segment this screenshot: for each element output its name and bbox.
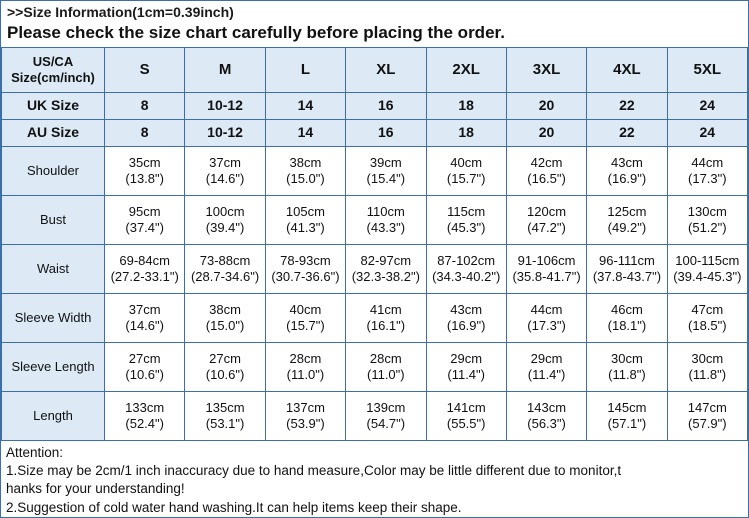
length-xl: [346, 392, 426, 441]
waist-3xl: [506, 245, 586, 294]
attention-note-1b: hanks for your understanding!: [6, 481, 185, 497]
au-size-4xl: 22: [587, 120, 667, 147]
value-cm: 47cm: [691, 301, 724, 317]
value-cm: 100cm: [205, 203, 245, 219]
value-cm: 28cm: [289, 350, 322, 366]
value-inch: (30.7-36.6"): [271, 269, 340, 284]
column-header-3xl: 3XL: [506, 48, 586, 93]
au-size-l: 14: [265, 120, 345, 147]
value-cm: 130cm: [687, 203, 727, 219]
bust-xl: [346, 196, 426, 245]
sleeve-length-2xl: [426, 343, 506, 392]
value-inch: (49.2"): [607, 220, 647, 235]
page-subtitle: Please check the size chart carefully before placing the order.: [7, 23, 505, 42]
sleeve-length-5xl: [667, 343, 747, 392]
shoulder-4xl: [587, 147, 667, 196]
bust-m: [185, 196, 265, 245]
row-label-uk-size: UK Size: [2, 93, 105, 120]
value-cm: 115cm: [447, 203, 486, 219]
bust-3xl: [506, 196, 586, 245]
uk-size-row: [2, 93, 748, 120]
value-cm: 40cm: [450, 154, 483, 170]
row-label-sleeve-length: Sleeve Length: [2, 343, 105, 392]
value-inch: (11.4"): [447, 367, 485, 382]
value-cm: 43cm: [450, 301, 483, 317]
attention-note-2: 2.Suggestion of cold water hand washing.It can help items keep their shape.: [6, 499, 462, 515]
value-cm: 120cm: [527, 203, 567, 219]
value-inch: (17.3"): [527, 318, 566, 333]
bust-2xl: [426, 196, 506, 245]
row-label-bust: Bust: [2, 196, 105, 245]
length-4xl: [587, 392, 667, 441]
value-cm: 37cm: [209, 154, 241, 170]
table-header-row: [2, 48, 748, 93]
uk-size-s: 8: [105, 93, 185, 120]
value-inch: (11.0"): [367, 367, 405, 382]
sleeve-width-xl: [346, 294, 426, 343]
value-cm: 42cm: [530, 154, 563, 170]
table-row: [2, 343, 748, 392]
waist-4xl: [587, 245, 667, 294]
bust-l: [265, 196, 345, 245]
table-row: [2, 245, 748, 294]
value-cm: 110cm: [366, 203, 405, 219]
value-cm: 69-84cm: [119, 252, 170, 268]
value-cm: 39cm: [369, 154, 402, 170]
value-inch: (15.4"): [366, 171, 406, 186]
shoulder-2xl: [426, 147, 506, 196]
value-inch: (15.0"): [205, 318, 245, 333]
sleeve-width-2xl: [426, 294, 506, 343]
value-cm: 35cm: [128, 154, 161, 170]
value-cm: 29cm: [530, 350, 563, 366]
value-cm: 44cm: [691, 154, 724, 170]
au-size-3xl: 20: [506, 120, 586, 147]
column-header-4xl: 4XL: [587, 48, 667, 93]
table-row: [2, 196, 748, 245]
value-cm: 78-93cm: [280, 252, 331, 268]
value-inch: (18.5"): [688, 318, 727, 333]
value-cm: 38cm: [209, 301, 241, 317]
sleeve-length-xl: [346, 343, 426, 392]
value-inch: (52.4"): [125, 416, 164, 431]
value-inch: (57.1"): [607, 416, 647, 431]
attention-note-1a: 1.Size may be 2cm/1 inch inaccuracy due to hand measure,Color may be little different due to monitor,t: [6, 463, 622, 479]
value-cm: 87-102cm: [437, 252, 496, 268]
value-inch: (13.8"): [125, 171, 164, 186]
value-cm: 73-88cm: [199, 252, 251, 268]
sleeve-length-4xl: [587, 343, 667, 392]
au-size-row: [2, 120, 748, 147]
value-inch: (11.8"): [608, 367, 646, 382]
sleeve-width-4xl: [587, 294, 667, 343]
sleeve-width-3xl: [506, 294, 586, 343]
value-cm: 44cm: [530, 301, 563, 317]
value-inch: (15.0"): [286, 171, 325, 186]
value-inch: (15.7"): [446, 171, 486, 186]
sleeve-width-5xl: [667, 294, 747, 343]
au-size-s: 8: [105, 120, 185, 147]
sleeve-length-m: [185, 343, 265, 392]
sleeve-length-s: [105, 343, 185, 392]
value-cm: 145cm: [607, 399, 647, 415]
value-inch: (17.3"): [688, 171, 727, 186]
value-inch: (16.9"): [607, 171, 647, 186]
value-inch: (10.6"): [125, 367, 164, 382]
shoulder-s: [105, 147, 185, 196]
value-cm: 96-111cm: [598, 252, 655, 268]
value-inch: (16.9"): [446, 318, 486, 333]
value-cm: 40cm: [289, 301, 322, 317]
value-cm: 43cm: [611, 154, 643, 170]
row-label-shoulder: Shoulder: [2, 147, 105, 196]
value-cm: 95cm: [128, 203, 161, 219]
bust-4xl: [587, 196, 667, 245]
column-header-s: S: [105, 48, 185, 93]
corner-header-cell: [2, 48, 105, 93]
waist-l: [265, 245, 345, 294]
row-label-waist: Waist: [2, 245, 105, 294]
au-size-5xl: 24: [667, 120, 747, 147]
column-header-xl: XL: [346, 48, 426, 93]
value-cm: 137cm: [285, 399, 325, 415]
uk-size-2xl: 18: [426, 93, 506, 120]
waist-m: [185, 245, 265, 294]
value-inch: (16.5"): [527, 171, 566, 186]
value-cm: 141cm: [446, 399, 486, 415]
au-size-m: 10-12: [185, 120, 265, 147]
value-inch: (41.3"): [286, 220, 325, 235]
shoulder-5xl: [667, 147, 747, 196]
value-inch: (11.4"): [527, 367, 566, 382]
bust-s: [105, 196, 185, 245]
table-row: [2, 147, 748, 196]
waist-5xl: [667, 245, 747, 294]
au-size-2xl: 18: [426, 120, 506, 147]
corner-label-line2: Size(cm/inch): [11, 70, 95, 85]
row-label-au-size: AU Size: [2, 120, 105, 147]
uk-size-m: 10-12: [185, 93, 265, 120]
uk-size-5xl: 24: [667, 93, 747, 120]
row-label-sleeve-width: Sleeve Width: [2, 294, 105, 343]
shoulder-l: [265, 147, 345, 196]
length-5xl: [667, 392, 747, 441]
column-header-2xl: 2XL: [426, 48, 506, 93]
value-cm: 27cm: [128, 350, 161, 366]
value-inch: (16.1"): [366, 318, 406, 333]
value-inch: (28.7-34.6"): [190, 269, 260, 284]
uk-size-3xl: 20: [506, 93, 586, 120]
value-inch: (27.2-33.1"): [110, 269, 179, 284]
uk-size-4xl: 22: [587, 93, 667, 120]
sleeve-length-l: [265, 343, 345, 392]
sleeve-width-s: [105, 294, 185, 343]
value-cm: 30cm: [691, 350, 724, 366]
value-inch: (34.3-40.2"): [432, 269, 501, 284]
value-inch: (14.6"): [205, 171, 245, 186]
length-s: [105, 392, 185, 441]
value-inch: (51.2"): [688, 220, 727, 235]
value-inch: (57.9"): [688, 416, 727, 431]
table-row: [2, 294, 748, 343]
value-cm: 143cm: [527, 399, 567, 415]
uk-size-l: 14: [265, 93, 345, 120]
waist-2xl: [426, 245, 506, 294]
value-cm: 139cm: [366, 399, 406, 415]
value-cm: 82-97cm: [360, 252, 412, 268]
value-inch: (37.8-43.7"): [592, 269, 662, 284]
value-inch: (15.7"): [286, 318, 325, 333]
value-inch: (18.1"): [607, 318, 647, 333]
au-size-xl: 16: [346, 120, 426, 147]
table-row: [2, 392, 748, 441]
value-inch: (56.3"): [527, 416, 566, 431]
sleeve-width-m: [185, 294, 265, 343]
value-cm: 135cm: [205, 399, 245, 415]
attention-heading: Attention:: [6, 445, 64, 460]
value-cm: 91-106cm: [517, 252, 576, 268]
value-inch: (53.9"): [286, 416, 325, 431]
value-cm: 28cm: [369, 350, 402, 366]
value-cm: 41cm: [369, 301, 402, 317]
bust-5xl: [667, 196, 747, 245]
row-label-length: Length: [2, 392, 105, 441]
value-inch: (53.1"): [205, 416, 245, 431]
attention-notes: [1, 441, 748, 517]
length-m: [185, 392, 265, 441]
page-title: >>Size Information(1cm=0.39inch): [7, 4, 234, 20]
uk-size-xl: 16: [346, 93, 426, 120]
value-inch: (45.3"): [446, 220, 486, 235]
value-inch: (43.3"): [366, 220, 406, 235]
value-cm: 38cm: [289, 154, 322, 170]
length-2xl: [426, 392, 506, 441]
value-inch: (39.4"): [205, 220, 245, 235]
value-cm: 27cm: [209, 350, 241, 366]
value-inch: (10.6"): [205, 367, 245, 382]
value-cm: 125cm: [607, 203, 647, 219]
value-inch: (35.8-41.7"): [512, 269, 581, 284]
shoulder-xl: [346, 147, 426, 196]
column-header-m: M: [185, 48, 265, 93]
waist-xl: [346, 245, 426, 294]
column-header-l: L: [265, 48, 345, 93]
column-header-5xl: 5XL: [667, 48, 747, 93]
value-inch: (32.3-38.2"): [351, 269, 420, 284]
value-cm: 30cm: [611, 350, 643, 366]
shoulder-m: [185, 147, 265, 196]
sleeve-length-3xl: [506, 343, 586, 392]
value-cm: 37cm: [128, 301, 161, 317]
value-inch: (54.7"): [366, 416, 406, 431]
value-cm: 147cm: [687, 399, 727, 415]
waist-s: [105, 245, 185, 294]
value-inch: (55.5"): [446, 416, 486, 431]
size-chart-table: [1, 47, 748, 441]
value-cm: 133cm: [125, 399, 165, 415]
value-cm: 105cm: [285, 203, 325, 219]
value-inch: (11.8"): [688, 367, 727, 382]
length-l: [265, 392, 345, 441]
sleeve-width-l: [265, 294, 345, 343]
value-inch: (11.0"): [286, 367, 325, 382]
value-inch: (14.6"): [125, 318, 164, 333]
value-cm: 46cm: [611, 301, 643, 317]
value-cm: 29cm: [450, 350, 483, 366]
value-inch: (37.4"): [125, 220, 164, 235]
corner-label-line1: US/CA: [32, 54, 74, 70]
value-inch: (47.2"): [527, 220, 566, 235]
shoulder-3xl: [506, 147, 586, 196]
value-cm: 100-115cm: [675, 252, 740, 268]
length-3xl: [506, 392, 586, 441]
value-inch: (39.4-45.3"): [673, 269, 742, 284]
